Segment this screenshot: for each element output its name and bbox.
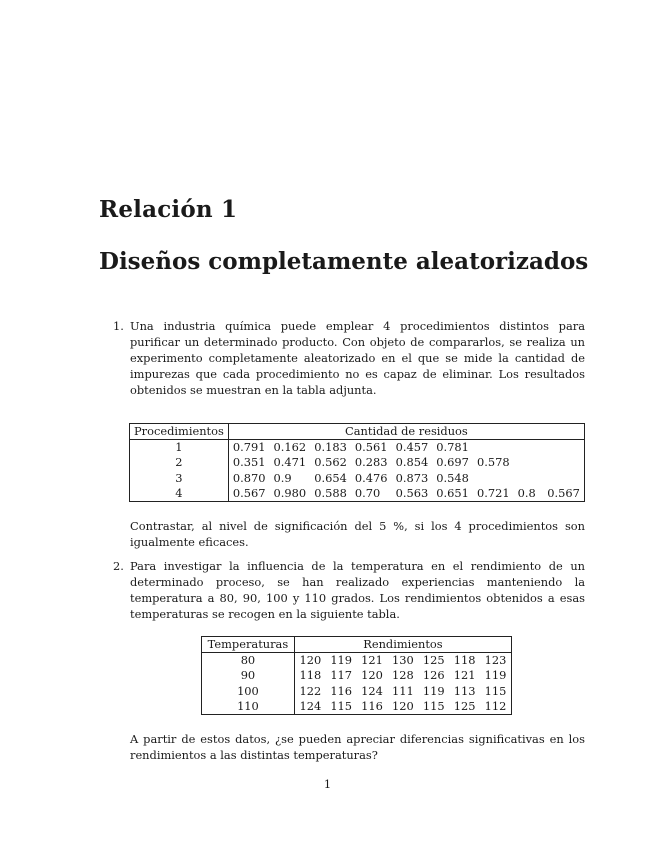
table-cell: [543, 455, 584, 470]
table-cell: 120: [361, 668, 383, 683]
problem-number: 1.: [113, 319, 124, 333]
table-cell: 130: [392, 653, 414, 668]
row-label: 90: [202, 668, 295, 683]
row-label: 2: [130, 455, 229, 470]
section-title: Diseños completamente aleatorizados: [99, 248, 589, 275]
table-cell: 0.162: [273, 440, 307, 455]
problem-1-question: Contrastar, al nivel de significación del 5 %, si los 4 procedimientos son igualmente eficaces.: [130, 519, 585, 549]
table-row: [130, 471, 585, 486]
table-cell: 0.567: [547, 485, 580, 500]
table-cell: 0.697: [436, 455, 469, 470]
residues-table: [129, 423, 585, 502]
table-cell: 118: [299, 668, 322, 683]
table-cell: 0.651: [436, 485, 469, 500]
table-row-header: Temperaturas: [202, 637, 295, 653]
table-cell: 120: [392, 698, 414, 713]
table-cell: 128: [392, 668, 414, 683]
table-cell: 0.471: [273, 455, 307, 470]
table-cell: [514, 455, 544, 470]
problem-2-question: A partir de estos datos, ¿se pueden apreciar diferencias significativas en los rendimientos a las distintas temperaturas?: [130, 732, 585, 762]
table-cell: 0.791: [232, 440, 266, 455]
table-row: [202, 684, 512, 699]
problem-statement: Para investigar la influencia de la temperatura en el rendimiento de un determinado proceso, se han realizado experiencias manteniendo la temperatura a 80, 90, 100 y 110 grados. Los rendimientos obtenidos a esas temperaturas se recogen en la siguiente tabla.: [130, 559, 585, 621]
row-label: 1: [130, 440, 229, 456]
table-cell: 0.70: [354, 485, 381, 500]
table-column-header: Cantidad de residuos: [228, 424, 584, 440]
table-cell: 0.351: [232, 455, 266, 470]
table-cell: 0.781: [436, 440, 469, 455]
row-label: 80: [202, 653, 295, 669]
table-cell: 119: [330, 653, 353, 668]
table-cell: 119: [484, 668, 507, 683]
table-body: [130, 440, 585, 502]
table-cell: 115: [422, 698, 445, 713]
row-label: 110: [202, 699, 295, 715]
table-cell: 126: [422, 668, 445, 683]
table-cell: 113: [453, 683, 476, 698]
table-row: [202, 699, 512, 715]
table-cell: 123: [484, 653, 507, 668]
table-cell: 112: [484, 698, 507, 713]
table-row: [130, 440, 585, 456]
table-cell: [543, 471, 584, 486]
problem-statement: Una industria química puede emplear 4 procedimientos distintos para purificar un determinado producto. Con objeto de compararlos, se realiza un experimento completamente aleatorizado en el que se mide la cantidad de impurezas que cada procedimiento no es capaz de eliminar. Los resultados obtenidos se muestran en la tabla adjunta.: [130, 319, 585, 397]
table-cell: 0.578: [476, 455, 510, 470]
table-cell: 117: [330, 668, 353, 683]
table-row: [202, 668, 512, 683]
table-cell: [473, 440, 514, 456]
table-cell: 116: [361, 698, 383, 713]
table-cell: 121: [453, 668, 476, 683]
table-cell: 0.980: [273, 485, 307, 500]
table-cell: 0.567: [232, 485, 266, 500]
table-row: [130, 455, 585, 470]
table-cell: 0.457: [395, 440, 429, 455]
page-number: 1: [323, 777, 332, 791]
table-column-header: Rendimientos: [294, 637, 511, 653]
table-cell: 125: [453, 698, 476, 713]
table-cell: 118: [453, 653, 476, 668]
table-cell: 0.854: [395, 455, 429, 470]
table-cell: [514, 440, 544, 456]
table-cell: 0.9: [273, 470, 292, 485]
problem-2: [113, 558, 585, 622]
problem-1: [113, 318, 585, 398]
table-cell: [543, 440, 584, 456]
table-row-header: Procedimientos: [130, 424, 229, 440]
table-cell: 125: [422, 653, 445, 668]
table-body: [202, 653, 512, 715]
table-cell: [514, 471, 544, 486]
table-cell: 0.873: [395, 470, 429, 485]
table-cell: 0.870: [232, 470, 266, 485]
row-label: 4: [130, 486, 229, 502]
table-cell: 111: [392, 683, 414, 698]
row-label: 100: [202, 684, 295, 699]
table-cell: 0.283: [354, 455, 388, 470]
table-cell: 0.476: [354, 470, 388, 485]
problem-number: 2.: [113, 559, 124, 573]
table-cell: 0.562: [314, 455, 347, 470]
table-cell: 115: [330, 698, 353, 713]
table-cell: 115: [484, 683, 507, 698]
table-cell: 120: [299, 653, 322, 668]
yields-table: [201, 636, 512, 715]
table-cell: 0.183: [314, 440, 347, 455]
row-label: 3: [130, 471, 229, 486]
table-cell: 0.563: [395, 485, 429, 500]
table-cell: 0.561: [354, 440, 388, 455]
table-cell: 0.721: [476, 485, 510, 500]
table-cell: 0.654: [314, 470, 347, 485]
table-row: [202, 653, 512, 669]
table-cell: 0.8: [517, 485, 536, 500]
table-cell: [473, 471, 514, 486]
table-row: [130, 486, 585, 502]
chapter-heading: Relación 1: [99, 196, 238, 223]
table-cell: 121: [361, 653, 383, 668]
table-cell: 122: [299, 683, 322, 698]
table-cell: 119: [422, 683, 445, 698]
table-cell: 124: [361, 683, 383, 698]
table-cell: 124: [299, 698, 322, 713]
table-cell: 0.588: [314, 485, 347, 500]
table-cell: 0.548: [436, 470, 469, 485]
table-cell: 116: [330, 683, 353, 698]
